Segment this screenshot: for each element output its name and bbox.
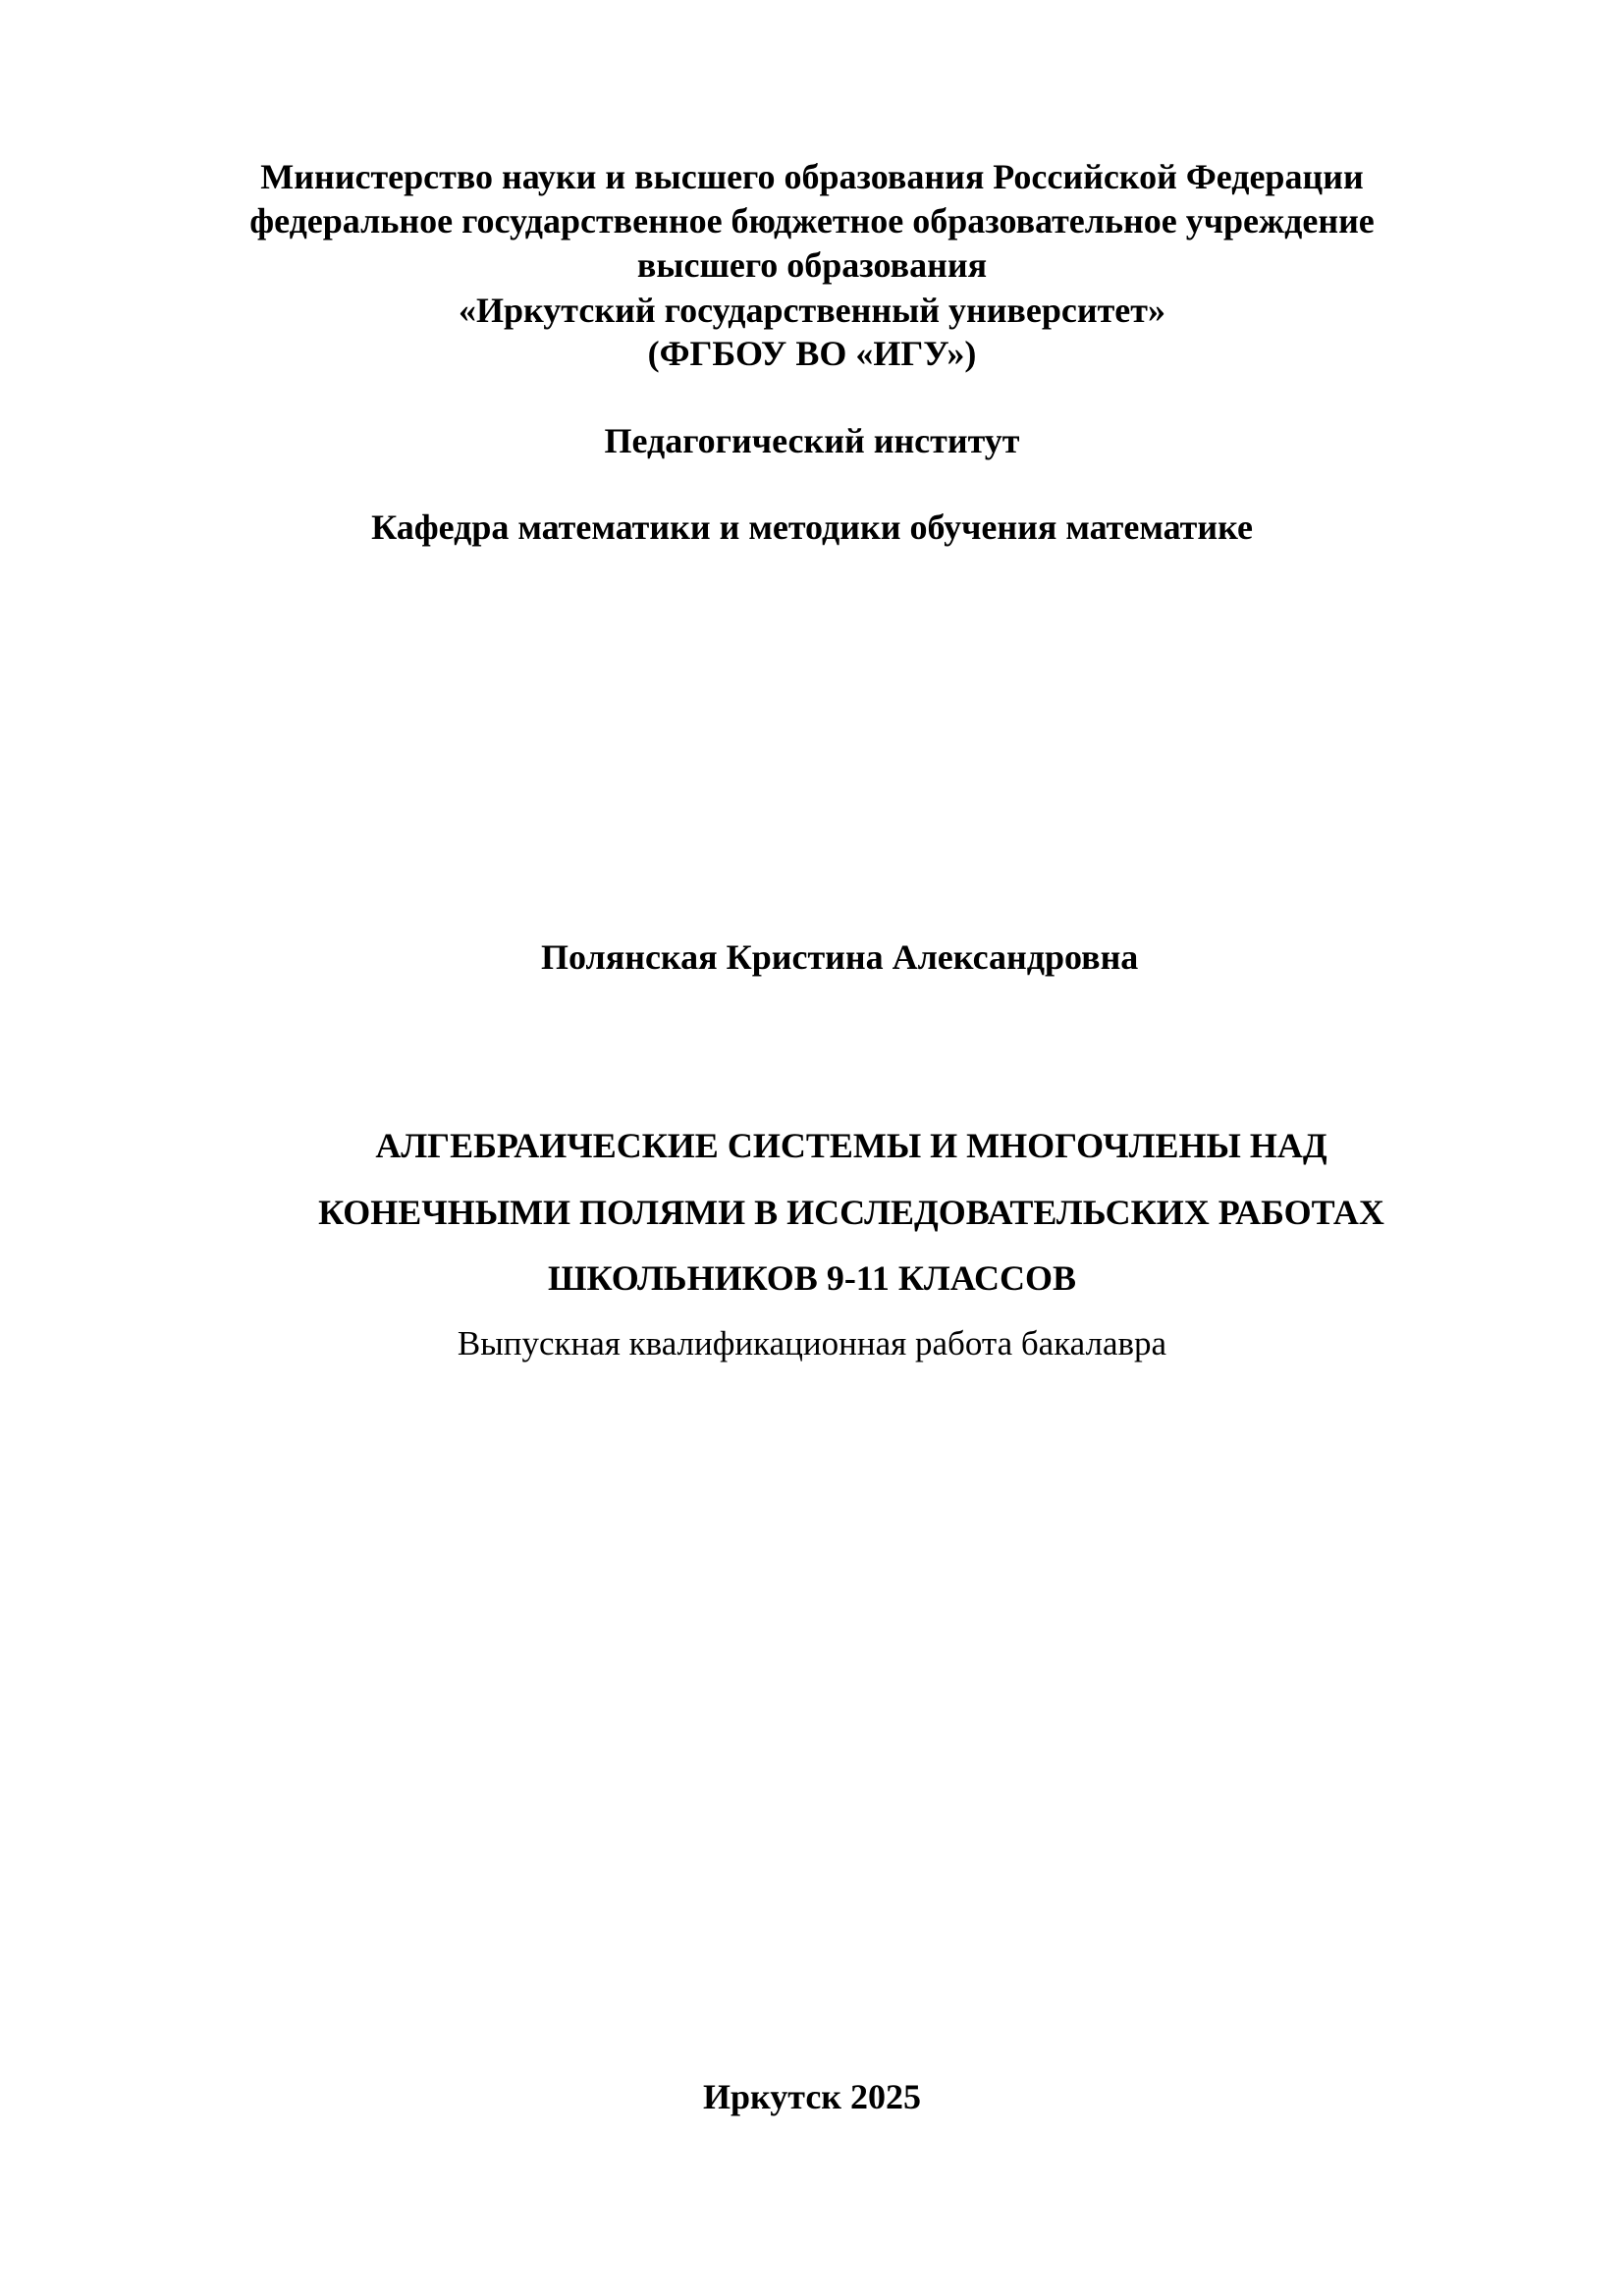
department-name: Кафедра математики и методики обучения математике xyxy=(371,507,1253,547)
institute-name: Педагогический институт xyxy=(604,421,1020,460)
thesis-title-line-1: АЛГЕБРАИЧЕСКИЕ СИСТЕМЫ И МНОГОЧЛЕНЫ НАД xyxy=(375,1126,1327,1165)
author-name: Полянская Кристина Александровна xyxy=(541,937,1139,977)
thesis-title-line-2: КОНЕЧНЫМИ ПОЛЯМИ В ИССЛЕДОВАТЕЛЬСКИХ РАБОТАХ xyxy=(318,1193,1384,1232)
thesis-title-line-3: ШКОЛЬНИКОВ 9-11 КЛАССОВ xyxy=(548,1258,1076,1298)
header-ministry: Министерство науки и высшего образования Российской Федерации xyxy=(260,157,1364,196)
header-education-level: высшего образования xyxy=(636,245,988,285)
header-university-abbreviation: (ФГБОУ ВО «ИГУ») xyxy=(647,334,977,373)
work-type: Выпускная квалификационная работа бакалавра xyxy=(457,1324,1167,1362)
footer-city-year: Иркутск 2025 xyxy=(702,2077,922,2116)
header-institution-type: федеральное государственное бюджетное образовательное учреждение xyxy=(249,201,1375,240)
header-university-name: «Иркутский государственный университет» xyxy=(459,291,1165,330)
